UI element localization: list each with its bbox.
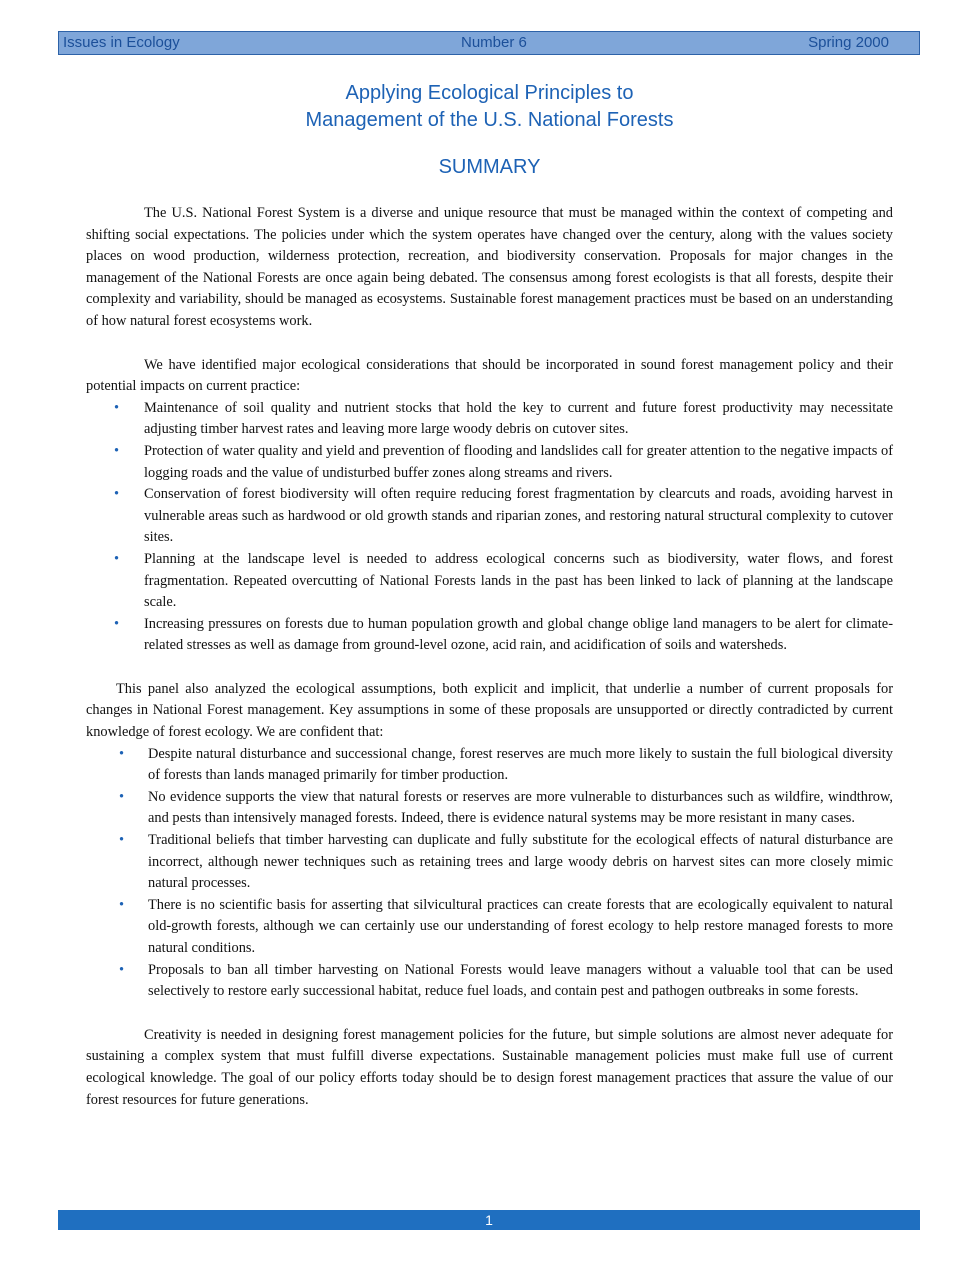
bullet-icon: •	[114, 550, 120, 567]
journal-name: Issues in Ecology	[63, 34, 180, 51]
bullet-icon: •	[119, 961, 125, 978]
bullet-icon: •	[119, 896, 125, 913]
issue-season: Spring 2000	[808, 34, 889, 51]
list-item: • There is no scientific basis for asserting that silvicultural practices can create forests that are ecologically equivalent to natural old-growth forests, although we can certainly use our understanding of forest ecology to help restore managed forests to more natural conditions.	[119, 896, 893, 956]
paragraph-considerations: We have identified major ecological considerations that should be incorporated in sound forest management policy and their potential impacts on current practice:	[86, 356, 893, 395]
considerations-list	[86, 398, 893, 657]
bullet-icon: •	[114, 615, 120, 632]
summary-body	[86, 203, 893, 1111]
page-title	[0, 80, 979, 134]
summary-heading: SUMMARY	[438, 156, 541, 178]
list-item: • Despite natural disturbance and successional change, forest reserves are much more likely to sustain the full biological diversity of forests than lands managed primarily for timber production.	[119, 745, 893, 784]
footer-bar	[58, 1210, 920, 1230]
bullet-icon: •	[114, 486, 120, 503]
confident-list	[86, 744, 893, 1003]
paragraph-assumptions: This panel also analyzed the ecological assumptions, both explicit and implicit, that underlie a number of current proposals for changes in National Forest management. Key assumptions in some of these proposals are unsupported or directly contradicted by current knowledge of forest ecology. We are confident that:	[86, 680, 893, 741]
bullet-icon: •	[119, 832, 125, 849]
title-line-1: Applying Ecological Principles to	[345, 82, 634, 104]
list-item: • Increasing pressures on forests due to human population growth and global change oblige land managers to be alert for climate-related stresses as well as damage from ground-level ozone, acid rain, and acidification of soils and watersheds.	[114, 615, 893, 654]
list-item: • Protection of water quality and yield and prevention of flooding and landslides call for greater attention to the negative impacts of logging roads and the value of undisturbed buffer zones along streams and rivers.	[114, 442, 893, 481]
bullet-icon: •	[114, 399, 120, 416]
page-number: 1	[485, 1212, 493, 1228]
bullet-icon: •	[119, 788, 125, 805]
title-line-2: Management of the U.S. National Forests	[305, 109, 674, 131]
list-item: • Planning at the landscape level is needed to address ecological concerns such as biodiversity, water flows, and forest fragmentation. Repeated overcutting of National Forests lands in the past has been linked to lack of planning at the landscape scale.	[114, 550, 893, 611]
header-bar	[58, 31, 920, 55]
list-item: • Proposals to ban all timber harvesting on National Forests would leave managers without a valuable tool that can be used selectively to restore early successional habitat, reduce fuel loads, and contain pest and pathogen outbreaks in some forests.	[119, 961, 893, 1000]
paragraph-intro: The U.S. National Forest System is a diverse and unique resource that must be managed within the context of competing and shifting social expectations. The policies under which the system operates have changed over the century, along with the values society places on wood production, wilderness protection, recreation, and biodiversity conservation. Proposals for major changes in the management of the National Forests are once again being debated. The consensus among forest ecologists is that all forests, despite their complexity and variability, should be managed as ecosystems. Sustainable forest management practices must be based on an understanding of how natural forest ecosystems work.	[86, 205, 893, 329]
list-item: • No evidence supports the view that natural forests or reserves are more vulnerable to disturbances such as wildfire, windthrow, and pests than intensively managed forests. Indeed, there is evidence natural systems may be more resistant in many cases.	[119, 788, 893, 827]
list-item: • Traditional beliefs that timber harvesting can duplicate and fully substitute for the ecological effects of natural disturbance are incorrect, although newer techniques such as retaining trees and large woody debris on harvest sites can more closely mimic natural processes.	[119, 832, 893, 892]
list-item: • Conservation of forest biodiversity will often require reducing forest fragmentation by clearcuts and roads, avoiding harvest in vulnerable areas such as hardwood or old growth stands and riparian zones, and restoring natural structural complexity to cutover sites.	[114, 486, 893, 546]
issue-number: Number 6	[460, 34, 527, 51]
bullet-icon: •	[114, 442, 120, 459]
list-item: • Maintenance of soil quality and nutrient stocks that hold the key to current and future forest productivity may necessitate adjusting timber harvest rates and leaving more large woody debris on cutover sites.	[114, 399, 893, 438]
bullet-icon: •	[119, 745, 125, 762]
paragraph-conclusion: Creativity is needed in designing forest management policies for the future, but simple solutions are almost never adequate for sustaining a complex system that must fulfill diverse expectations. Sustainable management policies must make full use of current ecological knowledge. The goal of our policy efforts today should be to design forest management practices that assure the value of our forest resources for future generations.	[86, 1026, 893, 1108]
